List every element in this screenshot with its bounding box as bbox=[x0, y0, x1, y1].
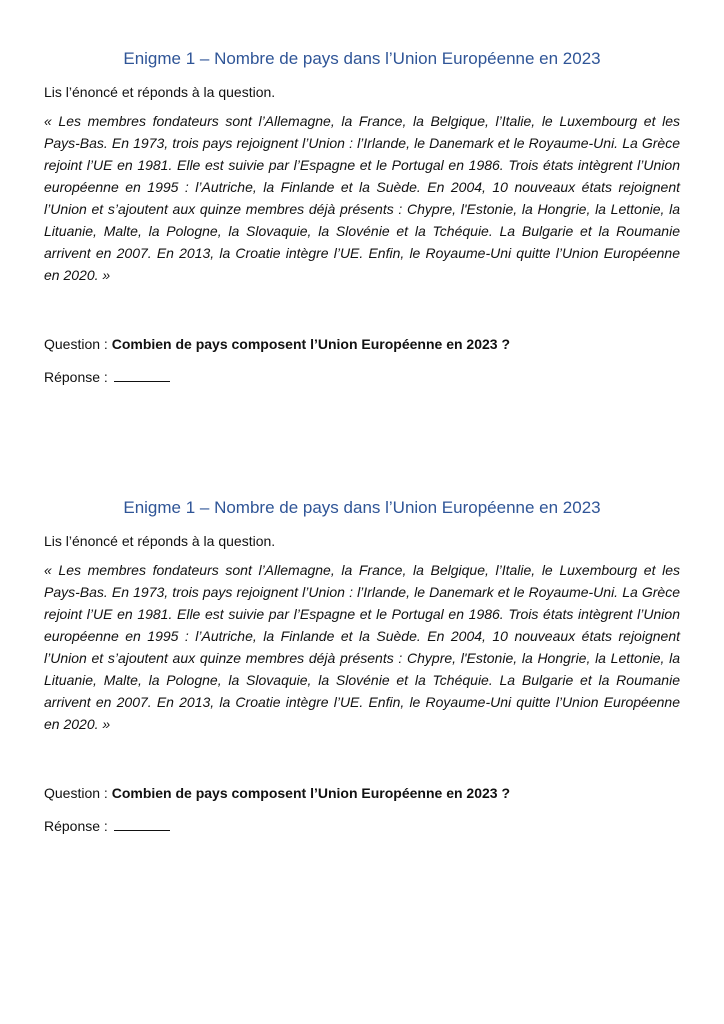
answer-blank[interactable] bbox=[114, 816, 170, 831]
answer-label: Réponse : bbox=[44, 369, 112, 385]
answer-line bbox=[44, 816, 170, 836]
question-text: Combien de pays composent l’Union Européenne en 2023 ? bbox=[111, 785, 511, 801]
question-label: Question : bbox=[44, 785, 112, 801]
enigma-title: Enigme 1 – Nombre de pays dans l’Union Européenne en 2023 bbox=[123, 498, 601, 517]
question-line bbox=[44, 783, 510, 803]
instruction-text: Lis l’énoncé et réponds à la question. bbox=[44, 533, 276, 549]
question-line bbox=[44, 334, 510, 354]
enigma-section-2 bbox=[44, 497, 680, 834]
enigma-section-1 bbox=[44, 48, 680, 385]
statement-quote: « Les membres fondateurs sont l’Allemagne, la France, la Belgique, l’Italie, le Luxembourg et les Pays-Bas. En 1973, trois pays rejoignent l’Union : l’Irlande, le Danemark et le Royaume-Uni. La Grèce rejoint l’UE en 1981. Elle est suivie par l’Espagne et le Portugal en 1986. Trois états intègrent l’Union européenne en 1995 : l’Autriche, la Finlande et la Suède. En 2004, 10 nouveaux états rejoignent l’Union et s’ajoutent aux quinze membres déjà présents : Chypre, l'Estonie, la Hongrie, la Lettonie, la Lituanie, Malte, la Pologne, la Slovaquie, la Slovénie et la Tchéquie. La Bulgarie et la Roumanie arrivent en 2007. En 2013, la Croatie intègre l’UE. Enfin, le Royaume-Uni quitte l’Union Européenne en 2020. » bbox=[44, 562, 680, 732]
instruction-text: Lis l’énoncé et réponds à la question. bbox=[44, 84, 276, 100]
statement-quote: « Les membres fondateurs sont l’Allemagne, la France, la Belgique, l’Italie, le Luxembourg et les Pays-Bas. En 1973, trois pays rejoignent l’Union : l’Irlande, le Danemark et le Royaume-Uni. La Grèce rejoint l’UE en 1981. Elle est suivie par l’Espagne et le Portugal en 1986. Trois états intègrent l’Union européenne en 1995 : l’Autriche, la Finlande et la Suède. En 2004, 10 nouveaux états rejoignent l’Union et s’ajoutent aux quinze membres déjà présents : Chypre, l'Estonie, la Hongrie, la Lettonie, la Lituanie, Malte, la Pologne, la Slovaquie, la Slovénie et la Tchéquie. La Bulgarie et la Roumanie arrivent en 2007. En 2013, la Croatie intègre l’UE. Enfin, le Royaume-Uni quitte l’Union Européenne en 2020. » bbox=[44, 113, 680, 283]
enigma-title: Enigme 1 – Nombre de pays dans l’Union Européenne en 2023 bbox=[123, 49, 601, 68]
answer-label: Réponse : bbox=[44, 818, 112, 834]
question-label: Question : bbox=[44, 336, 112, 352]
question-text: Combien de pays composent l’Union Européenne en 2023 ? bbox=[111, 336, 511, 352]
answer-blank[interactable] bbox=[114, 367, 170, 382]
answer-line bbox=[44, 367, 170, 387]
